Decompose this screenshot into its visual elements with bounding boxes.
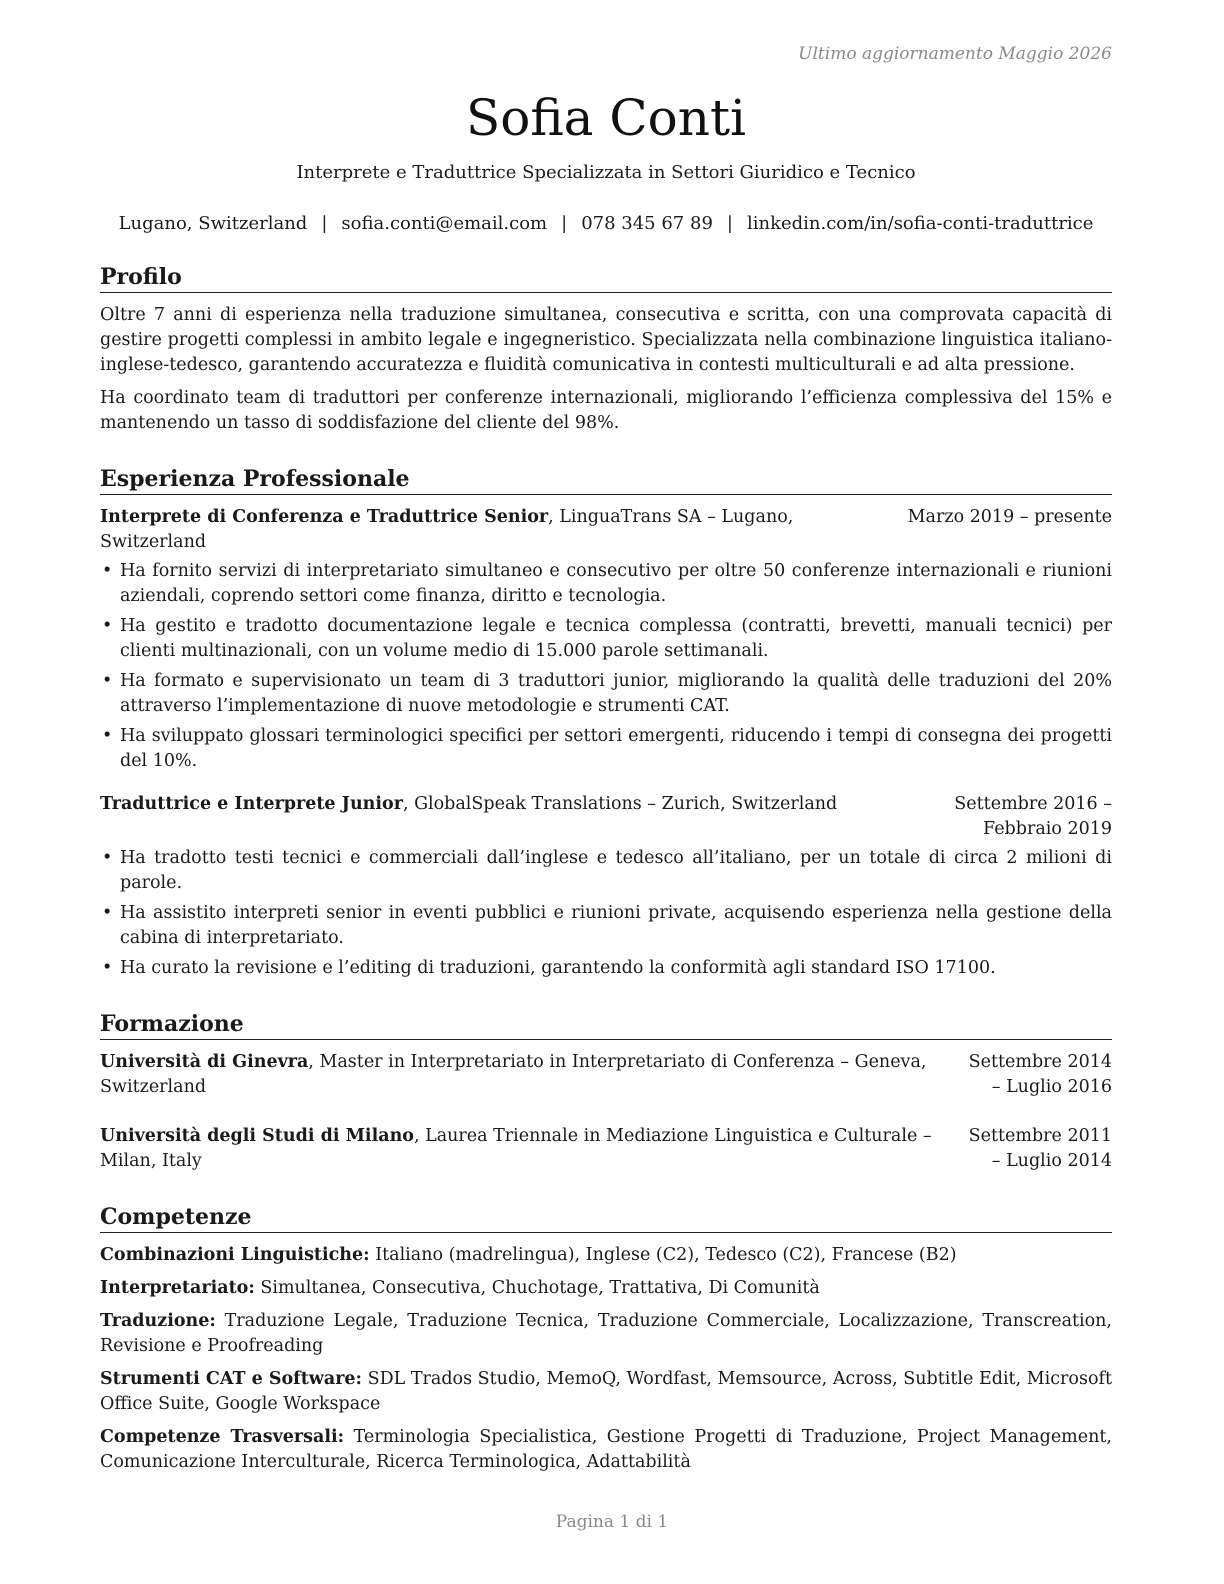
job-title-line bbox=[100, 792, 848, 842]
job-bullets bbox=[100, 559, 1112, 774]
education-detail-line bbox=[100, 1124, 968, 1174]
job-company: , GlobalSpeak Translations – Zurich, Switzerland bbox=[402, 794, 838, 814]
skill-value: SDL Trados Studio, MemoQ, Wordfast, Memsource, Across, Subtitle Edit, Microsoft Office Suite, Google Workspace bbox=[100, 1369, 1112, 1414]
skill-item bbox=[100, 1309, 1112, 1359]
contact-separator: | bbox=[726, 213, 733, 234]
contact-separator: | bbox=[321, 213, 328, 234]
skill-label: Strumenti CAT e Software: bbox=[100, 1369, 363, 1389]
skill-value: Simultanea, Consecutiva, Chuchotage, Trattativa, Di Comunità bbox=[254, 1278, 820, 1298]
education-dates: Settembre 2011 – Luglio 2014 bbox=[968, 1126, 1112, 1171]
job-dates: Marzo 2019 – presente bbox=[907, 507, 1112, 527]
job-title-line bbox=[100, 505, 884, 555]
skill-item bbox=[100, 1367, 1112, 1417]
candidate-name: Sofia Conti bbox=[465, 89, 747, 147]
education-detail: , Master in Interpretariato in Interpretariato di Conferenza – Geneva, Switzerland bbox=[100, 1052, 927, 1097]
skill-label: Traduzione: bbox=[100, 1311, 216, 1331]
list-item: • Ha gestito e tradotto documentazione legale e tecnica complessa (contratti, brevetti, manuali tecnici) per clienti multinazionali, con un volume medio di 15.000 parole settimanali. bbox=[100, 614, 1112, 664]
contact-location: Lugano, Switzerland bbox=[118, 213, 308, 234]
contact-phone: 078 345 67 89 bbox=[581, 213, 713, 234]
list-item: • Ha formato e supervisionato un team di 3 traduttori junior, migliorando la qualità delle traduzioni del 20% attraverso l’implementazione di nuove metodologie e strumenti CAT. bbox=[100, 669, 1112, 719]
profile-paragraph: Oltre 7 anni di esperienza nella traduzione simultanea, consecutiva e scritta, con una comprovata capacità di gestire progetti complessi in ambito legale e ingegneristico. Specializzata nella combinazione linguistica italiano-inglese-tedesco, garantendo accuratezza e fluidità comunicativa in contesti multiculturali e ad alta pressione. bbox=[100, 305, 1112, 375]
contact-separator: | bbox=[561, 213, 568, 234]
education-dates: Settembre 2014 – Luglio 2016 bbox=[968, 1052, 1112, 1097]
skill-item bbox=[100, 1276, 1112, 1301]
list-item: • Ha assistito interpreti senior in eventi pubblici e riunioni private, acquisendo esperienza nella gestione della cabina di interpretariato. bbox=[100, 901, 1112, 951]
section-title-skills: Competenze bbox=[100, 1204, 1112, 1233]
job-company: , LinguaTrans SA – Lugano, Switzerland bbox=[100, 507, 794, 552]
list-item: • Ha sviluppato glossari terminologici specifici per settori emergenti, riducendo i tempi di consegna dei progetti del 10%. bbox=[100, 724, 1112, 774]
job-role: Traduttrice e Interprete Junior bbox=[100, 794, 403, 814]
section-title-education: Formazione bbox=[100, 1011, 1112, 1040]
skill-item bbox=[100, 1243, 1112, 1268]
contact-linkedin[interactable]: linkedin.com/in/sofia-conti-traduttrice bbox=[746, 213, 1094, 234]
candidate-subtitle: Interprete e Traduttrice Specializzata in Settori Giuridico e Tecnico bbox=[296, 162, 916, 183]
education-school: Università di Ginevra bbox=[100, 1052, 309, 1072]
job-header bbox=[100, 792, 1112, 842]
skill-value: Traduzione Legale, Traduzione Tecnica, Traduzione Commerciale, Localizzazione, Transcreation, Revisione e Proofreading bbox=[100, 1311, 1112, 1356]
skill-value: Italiano (madrelingua), Inglese (C2), Tedesco (C2), Francese (B2) bbox=[369, 1245, 957, 1265]
education-item bbox=[100, 1050, 1112, 1100]
skill-label: Competenze Trasversali: bbox=[100, 1427, 345, 1447]
job-role: Interprete di Conferenza e Traduttrice Senior bbox=[100, 507, 549, 527]
education-detail-line bbox=[100, 1050, 968, 1100]
job-bullets bbox=[100, 846, 1112, 981]
education-school: Università degli Studi di Milano bbox=[100, 1126, 414, 1146]
education-detail: , Laurea Triennale in Mediazione Linguistica e Culturale – Milan, Italy bbox=[100, 1126, 932, 1171]
skill-label: Interpretariato: bbox=[100, 1278, 255, 1298]
contact-line bbox=[100, 213, 1112, 234]
skill-label: Combinazioni Linguistiche: bbox=[100, 1245, 370, 1265]
skill-value: Terminologia Specialistica, Gestione Progetti di Traduzione, Project Management, Comunicazione Interculturale, Ricerca Terminologica, Adattabilità bbox=[100, 1427, 1112, 1472]
job-header bbox=[100, 505, 1112, 555]
contact-email[interactable]: sofia.conti@email.com bbox=[341, 213, 548, 234]
profile-paragraph: Ha coordinato team di traduttori per conferenze internazionali, migliorando l’efficienza complessiva del 15% e mantenendo un tasso di soddisfazione del cliente del 98%. bbox=[100, 388, 1112, 433]
section-title-experience: Esperienza Professionale bbox=[100, 466, 1112, 495]
list-item: • Ha tradotto testi tecnici e commerciali dall’inglese e tedesco all’italiano, per un totale di circa 2 milioni di parole. bbox=[100, 846, 1112, 896]
skill-item bbox=[100, 1425, 1112, 1475]
section-title-profile: Profilo bbox=[100, 264, 1112, 293]
education-item bbox=[100, 1124, 1112, 1174]
page-number: Pagina 1 di 1 bbox=[555, 1512, 669, 1532]
list-item: • Ha curato la revisione e l’editing di traduzioni, garantendo la conformità agli standard ISO 17100. bbox=[100, 956, 1112, 981]
last-updated: Ultimo aggiornamento Maggio 2026 bbox=[798, 44, 1112, 64]
job-dates: Settembre 2016 – Febbraio 2019 bbox=[954, 794, 1112, 839]
list-item: • Ha fornito servizi di interpretariato simultaneo e consecutivo per oltre 50 conferenze internazionali e riunioni aziendali, coprendo settori come finanza, diritto e tecnologia. bbox=[100, 559, 1112, 609]
